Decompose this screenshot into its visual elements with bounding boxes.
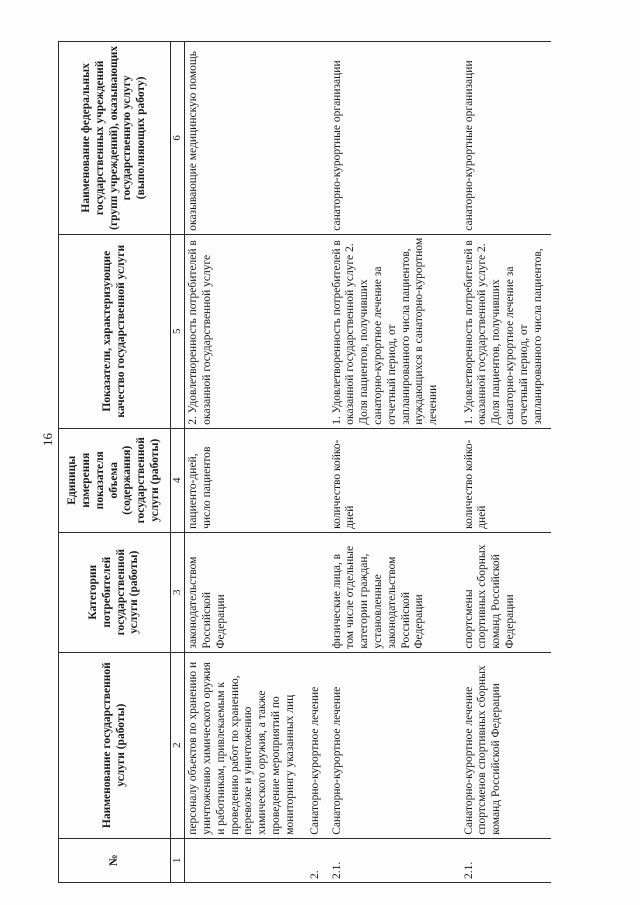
service-name: персоналу объектов по хранению и уничтожению химического оружия и работникам, привлекаемым к проведению работ по хранению, перевозке и уничтожению химического оружия, а также проведение мероприятий по мониторингу указанных лиц: [185, 652, 307, 838]
column-number: 5: [171, 234, 185, 428]
consumer-category: спортсмены спортивных сборных команд Российской Федерации: [461, 532, 551, 652]
column-number: 4: [171, 428, 185, 532]
header-unit: Единицы измерения показателя объема (содержания) государственной услуги (работы): [59, 428, 171, 532]
row-number: 2.: [307, 838, 329, 882]
column-number: 6: [171, 42, 185, 235]
organizations: санаторно-курортные организации: [461, 42, 551, 235]
header-service-name: Наименование государственной услуги (работы): [59, 652, 171, 838]
table-row: [461, 42, 551, 883]
row-number: 2.1.: [461, 838, 551, 882]
column-number: 1: [171, 838, 185, 882]
service-name: Санаторно-курортное лечение спортсменов спортивных сборных команд Российской Федерации: [461, 652, 551, 838]
consumer-category: [307, 532, 329, 652]
consumer-category: законодательством Российской Федерации: [185, 532, 307, 652]
column-number: 3: [171, 532, 185, 652]
quality-indicators: [307, 234, 329, 428]
unit: пациенто-дней, число пациентов: [185, 428, 307, 532]
table-row: [329, 42, 461, 883]
quality-indicators: 1. Удовлетворенность потребителей в оказанной государственной услуге 2. Доля пациентов, получивших санаторно-курортное лечение за отчетный период, от запланированного числа пациентов, нуждающихся в санаторно-курортном лечении: [329, 234, 461, 428]
table-row: [185, 42, 307, 883]
service-name: Санаторно-курортное лечение: [307, 652, 329, 838]
services-table: [58, 41, 551, 883]
table-row: [307, 42, 329, 883]
organizations: оказывающие медицинскую помощь: [185, 42, 307, 235]
row-number: 2.1.: [329, 838, 461, 882]
column-number: 2: [171, 652, 185, 838]
header-organizations: Наименование федеральных государственных учреждений (групп учреждений), оказывающих государственную услугу (выполняющих работу): [59, 42, 171, 235]
organizations: санаторно-курортные организации: [329, 42, 461, 235]
column-number-row: [171, 42, 185, 883]
quality-indicators: 1. Удовлетворенность потребителей в оказанной государственной услуге 2. Доля пациентов, получивших санаторно-курортное лечение за отчетный период, от запланированного числа пациентов,: [461, 234, 551, 428]
header-number: №: [59, 838, 171, 882]
service-name: Санаторно-курортное лечение: [329, 652, 461, 838]
organizations: [307, 42, 329, 235]
page-number: 16: [40, 433, 55, 446]
header-quality-indicators: Показатели, характеризующие качество государственной услуги: [59, 234, 171, 428]
unit: количество койко-дней: [329, 428, 461, 532]
unit: [307, 428, 329, 532]
unit: количество койко-дней: [461, 428, 551, 532]
table-header-row: [59, 42, 171, 883]
header-consumer-category: Категории потребителей государственной услуги (работы): [59, 532, 171, 652]
consumer-category: физические лица, в том числе отдельные категории граждан, установленные законодательством Российской Федерации: [329, 532, 461, 652]
row-number: [185, 838, 307, 882]
quality-indicators: 2. Удовлетворенность потребителей в оказанной государственной услуге: [185, 234, 307, 428]
